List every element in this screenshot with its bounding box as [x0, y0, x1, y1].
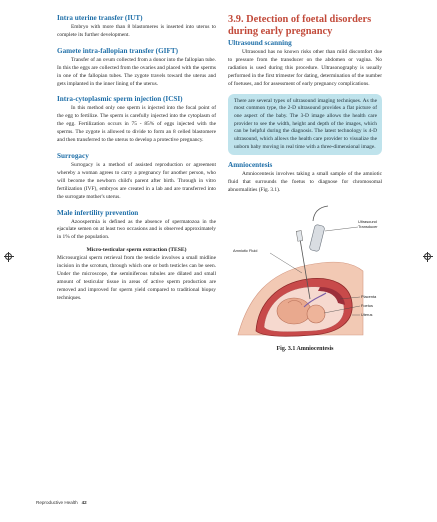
tese-paragraph: Microsurgical sperm retrieval from the testicle involves a small midline incision in the scrotum, through which one or both testicles can be seen. Under the microscope, the seminiferous tubules are dilated and small amount of testicular tissue in areas of active sperm production are removed and improved for sperm yield compared to traditional biopsy techniques.	[57, 255, 216, 301]
iut-paragraph: Embryo with more than 8 blastomeres is inserted into uterus to complete its further development.	[57, 24, 216, 38]
tese-subheading: Micro-testicular sperm extraction (TESE)	[86, 247, 187, 254]
surrogacy-paragraph: Surrogacy is a method of assisted reproduction or agreement whereby a woman agrees to carry a pregnancy for another person, who will become the newborn child's parent after birth. Through in vitro fertilization (IVF), embryos are created in a lab and are transferred into the surrogate mother's uterus.	[57, 161, 216, 200]
azoospermia-paragraph: Azoospermia is defined as the absence of spermatozoa in the ejaculate semen on at least two occasions and is observed approximately in 1% of the population.	[57, 218, 216, 241]
right-column	[228, 14, 382, 355]
uterus-label: Uterus	[361, 312, 373, 318]
ultrasound-heading: Ultrasound scanning	[228, 39, 292, 47]
ultrasound-paragraph: Ultrasound has no known risks other than mild discomfort due to pressure from the transducer on the abdomen or vagina. No radiation is used during this procedure. Ultrasonography is usually performed in the first trimester for dating, determination of the number of foetuses, and for assessment of early pregnancy complications.	[228, 49, 382, 87]
page-footer	[36, 500, 87, 505]
registration-mark-left	[5, 253, 12, 260]
ultrasound-transducer-shape	[309, 206, 328, 252]
gift-heading: Gamete intra-fallopian transfer (GIFT)	[57, 46, 179, 55]
amniotic-fluid-label: Amniotic Fluid	[233, 248, 258, 254]
foetus-label: Foetus	[361, 303, 373, 309]
figure-caption: Fig. 3.1 Amniocentesis	[276, 346, 334, 353]
amniocentesis-heading: Amniocentesis	[228, 161, 273, 170]
gift-paragraph: Transfer of an ovum collected from a donor into the fallopian tube. In this the eggs are collected from the ovaries and placed with the sperms in one of the fallopian tubes. The zygote travels toward the uterus and gets implanted in the inner lining of the uterus.	[57, 56, 216, 87]
placenta-label: Placenta	[361, 294, 377, 300]
iut-heading: Intra uterine transfer (IUT)	[57, 14, 143, 22]
footer-page-number: 42	[81, 500, 87, 505]
male-infertility-heading: Male infertility prevention	[57, 208, 139, 217]
surrogacy-heading: Surrogacy	[57, 151, 89, 160]
icsi-paragraph: In this method only one sperm is injected into the focal point of the egg to fertilize. The sperm is carefully injected into the cytoplasm of the egg. Fertilization occurs in 75 - 85% of eggs injected with the sperms. The zygote is allowed to divide to form an 8 celled blastomere and then transferred to the uterus to develop a protective pregnancy.	[57, 105, 216, 144]
icsi-heading: Intra-cytoplasmic sperm injection (ICSI)	[57, 95, 183, 104]
callout-text: There are several types of ultrasound imaging techniques. As the most common type, the 2-D ultrasound provides a flat picture of one aspect of the baby. The 3-D image allows the health care provider to see the width, height and depth of the images, which can be helpful during the diagnosis. The latest technology is 4-D ultrasound, which allows the health care provider to visualize the unborn baby moving in real time with a three-dimensional image.	[234, 97, 377, 150]
foetus-head-shape	[307, 305, 325, 323]
amniocentesis-paragraph: Amniocentesis involves taking a small sample of the amniotic fluid that surrounds the foetus to diagnose for chromosomal abnormalities (Fig. 3.1).	[228, 171, 382, 194]
section-title: 3.9. Detection of foetal disorders during early pregnancy	[228, 14, 372, 37]
transducer-label: Ultrasound Transducer	[358, 219, 378, 229]
left-column	[57, 14, 216, 303]
ultrasound-types-callout	[228, 94, 382, 156]
amniocentesis-figure	[228, 203, 382, 355]
foetus-body-shape	[277, 298, 311, 324]
registration-mark-right	[424, 253, 431, 260]
footer-book-title: Reproductive Health	[36, 500, 78, 505]
